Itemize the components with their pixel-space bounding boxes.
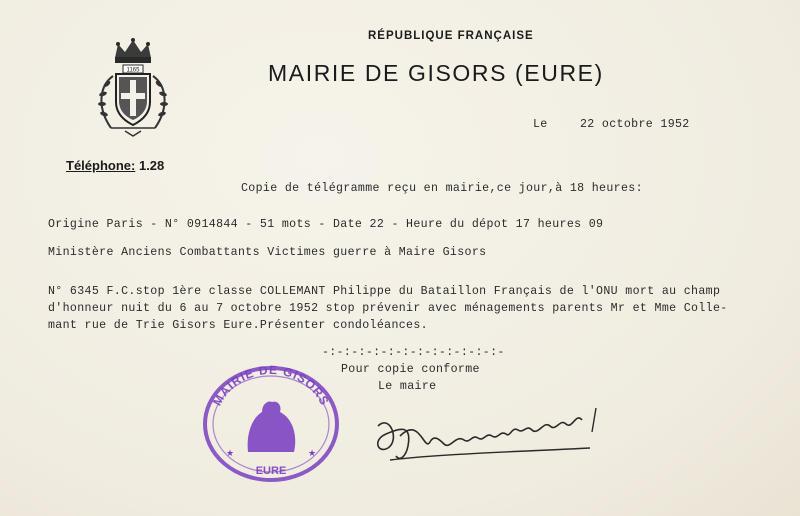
stamp-bottom-text: EURE bbox=[255, 465, 287, 477]
mayor-signature bbox=[360, 396, 630, 480]
telegram-message-line: N° 6345 F.C.stop 1ère classe COLLEMANT Philippe du Bataillon Français de l'ONU mort au champ bbox=[48, 285, 721, 298]
mairie-name: MAIRIE DE GISORS bbox=[268, 60, 508, 86]
date-prefix: Le bbox=[533, 118, 548, 131]
telephone-label: Téléphone: bbox=[66, 158, 136, 173]
stamp-star-icon: ★ bbox=[226, 448, 235, 458]
stamp-star-icon: ★ bbox=[308, 448, 317, 458]
departement: (EURE) bbox=[515, 60, 604, 86]
mairie-stamp bbox=[196, 360, 346, 484]
stamp-top-text: MAIRIE DE GISORS bbox=[210, 362, 332, 409]
separator-line: -:-:-:-:-:-:-:-:-:-:-:-:- bbox=[322, 346, 505, 359]
stamp-center-emblem bbox=[248, 401, 296, 452]
mairie-title bbox=[268, 60, 604, 87]
svg-text:MAIRIE DE GISORS bbox=[210, 363, 332, 408]
le-maire-label: Le maire bbox=[378, 380, 437, 393]
telephone bbox=[66, 158, 164, 173]
telephone-number: 1.28 bbox=[138, 158, 165, 173]
date-value: 22 octobre 1952 bbox=[580, 118, 690, 131]
telegram-message-line: mant rue de Trie Gisors Eure.Présenter condoléances. bbox=[48, 319, 428, 332]
pour-copie-conforme: Pour copie conforme bbox=[341, 363, 480, 376]
telegram-sender: Ministère Anciens Combattants Victimes guerre à Maire Gisors bbox=[48, 246, 487, 259]
telegram-intro: Copie de télégramme reçu en mairie,ce jour,à 18 heures: bbox=[241, 182, 643, 195]
telegram-message-line: d'honneur nuit du 6 au 7 octobre 1952 stop prévenir avec ménagements parents Mr et Mme Colle- bbox=[48, 302, 728, 315]
crest-year: 1165 bbox=[126, 67, 140, 74]
telegram-origin: Origine Paris - N° 0914844 - 51 mots - Date 22 - Heure du dépot 17 heures 09 bbox=[48, 218, 604, 231]
republique-francaise-heading: RÉPUBLIQUE FRANÇAISE bbox=[368, 30, 534, 42]
gisors-coat-of-arms-icon bbox=[85, 36, 181, 144]
